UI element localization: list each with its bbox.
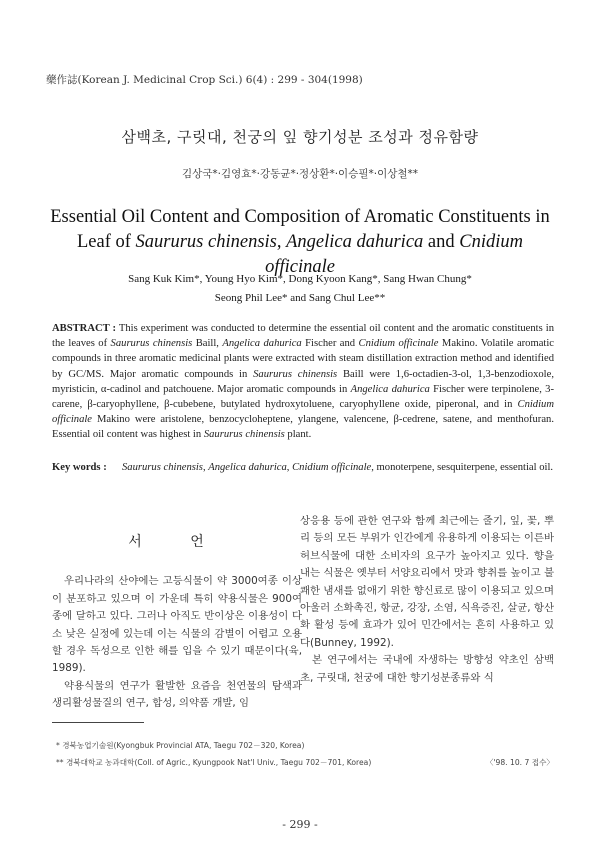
body-column-right [300, 513, 554, 687]
body-column-left [52, 518, 302, 713]
authors-english [40, 270, 560, 308]
abstract-text: Baill were 1,6-octadien-3-ol, 1,3-benzodioxole, myristicin, α-cadinol and patchouene. Major aromatic compounds in [52, 368, 554, 395]
body-paragraph: 상응용 등에 관한 연구와 함께 최근에는 줄기, 잎, 꽃, 뿌리 등의 모든 부위가 인간에게 유용하게 이용되는 이른바 허브식물에 대한 소비자의 요구가 높아지고 있다. 향을 내는 식물은 옛부터 서양요리에서 맛과 향취를 높이고 불쾌한 냄새를 없애기 위한 향신료로 많이 이용되고 있으며 아울러 소화촉진, 항균, 강장, 소염, 식욕증진, 살균, 항산화 활성 등에 효과가 있어 민간에서는 흔히 사용하고 있다(Bunney, 1992). [300, 515, 554, 649]
keywords-list [122, 460, 554, 476]
species-name: Angelica dahurica [286, 232, 424, 252]
journal-header: 藥作誌(Korean J. Medicinal Crop Sci.) 6(4) : 299 - 304(1998) [46, 74, 363, 86]
body-paragraph: 본 연구에서는 국내에 자생하는 방향성 약초인 삼백초, 구릿대, 천궁에 대한 향기성분종류와 식 [300, 654, 554, 684]
keyword-separator: , [202, 462, 209, 473]
abstract-text: Baill, [192, 338, 223, 350]
authors-english-line2: Seong Phil Lee* and Sang Chul Lee** [214, 292, 386, 304]
title-korean: 삼백초, 구릿대, 천궁의 잎 향기성분 조성과 정유함량 [121, 128, 479, 146]
abstract-label: ABSTRACT : [52, 323, 117, 334]
species-name: Cnidium officinale [265, 232, 523, 277]
species-name: Saururus chinensis [135, 232, 277, 252]
abstract [52, 321, 554, 443]
keywords [52, 460, 554, 476]
title-text: , [276, 232, 287, 252]
keyword: Cnidium officinale [292, 462, 372, 473]
title-text: and [423, 232, 460, 252]
keyword: Saururus chinensis [122, 462, 203, 473]
section-heading-introduction: 서 언 [128, 534, 226, 550]
species-name: Saururus chinensis [110, 338, 193, 350]
received-date: 〈'98. 10. 7 접수〉 [485, 758, 554, 767]
abstract-text: Fischer were terpinolene, 3-carene, β-caryophyllene, β-cubebene, butylated hydroxytoluene, caryophyllene oxide, piperonal, and in [52, 383, 554, 411]
species-name: Saururus chinensis [203, 429, 285, 441]
species-name: Cnidium officinale [52, 399, 554, 426]
footnote-affiliation-2-text: ** 경북대학교 농과대학(Coll. of Agric., Kyungpook Nat'l Univ., Taegu 702－701, Korea) [56, 758, 372, 767]
abstract-text: plant. [284, 429, 312, 441]
species-name: Angelica dahurica [222, 338, 302, 350]
abstract-text: Makino. Volatile aromatic compounds in three aromatic medicinal plants were extracted with steam distillation extraction method and identified by GC/MS. Major aromatic compounds in [52, 338, 554, 380]
keyword-separator: , [286, 462, 293, 473]
body-paragraph: 약용식물의 연구가 활발한 요즘음 천연물의 탐색과 생리활성물질의 연구, 합성, 의약품 개발, 임 [52, 679, 302, 710]
abstract-text: Makino were aristolene, benzocycloheptene, ylangene, valencene, β-cedrene, satene, and menthofuran. Essential oil content was highest in [52, 414, 554, 441]
keyword: , monoterpene, sesquiterpene, essential oil. [371, 462, 554, 473]
species-name: Angelica dahurica [350, 383, 430, 395]
keyword: Angelica dahurica [208, 462, 287, 473]
abstract-text: This experiment was conducted to determine the essential oil content and the aromatic constituents in the leaves of [52, 323, 554, 350]
authors-english-line1: Sang Kuk Kim*, Young Hyo Kim*, Dong Kyoon Kang*, Sang Hwan Chung* [128, 273, 472, 285]
keywords-label: Key words : [52, 462, 107, 473]
title-english-line1: Essential Oil Content and Composition of Aromatic Constituents in [50, 207, 550, 227]
authors-korean: 김상국*·김영효*·강동균*·정상환*·이승필*·이상철** [181, 168, 418, 180]
species-name: Cnidium officinale [358, 338, 439, 350]
footnote-affiliation-2 [56, 757, 554, 768]
page-number: - 299 - [282, 818, 318, 831]
title-english [40, 205, 560, 280]
title-text: Leaf of [76, 232, 136, 252]
species-name: Saururus chinensis [253, 368, 338, 380]
footnote-affiliation-1: * 경북농업기술원(Kyongbuk Provincial ATA, Taegu 702－320, Korea) [56, 741, 305, 750]
body-paragraph: 우리나라의 산야에는 고등식물이 약 3000여종 이상이 분포하고 있으며 이 가운데 특히 약용식물은 900여종에 달하고 있다. 그러나 아직도 반이상은 이용성이 다소 낮은 실정에 있는데 이는 식물의 감별이 어렵고 오용할 경우 독성으로 인한 해를 입을 수 있기 때문이다(육, 1989). [52, 575, 302, 675]
footnote-divider [52, 722, 144, 723]
abstract-text: Fischer and [301, 338, 359, 350]
